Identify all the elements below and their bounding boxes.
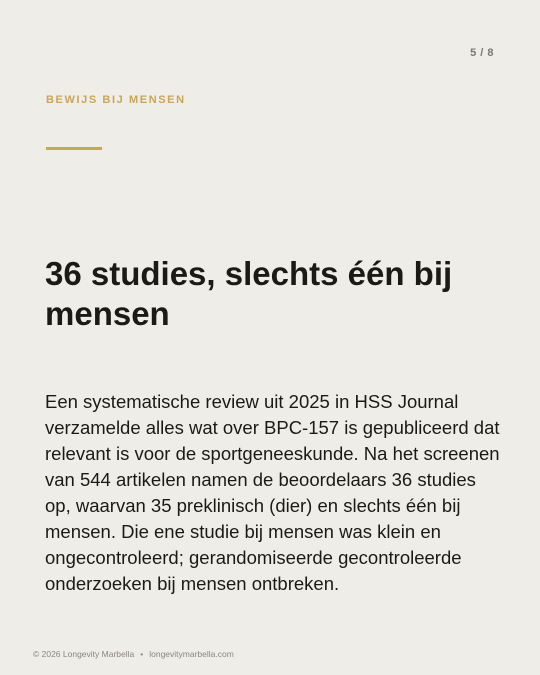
accent-rule (46, 147, 102, 150)
footer-separator: • (140, 649, 144, 659)
headline: 36 studies, slechts één bij mensen (45, 255, 453, 332)
footer-website: longevitymarbella.com (149, 649, 234, 659)
body-paragraph: Een systematische review uit 2025 in HSS Journal verzamelde alles wat over BPC-157 is gepubliceerd dat relevant is voor de sportgeneeskunde. Na het screenen van 544 artikelen namen de beoordelaars 36 studies op, waarvan 35 preklinisch (dier) en slechts één bij mensen. Die ene studie bij mensen was klein en ongecontroleerd; gerandomiseerde gecontroleerde onderzoeken bij mensen ontbreken. (45, 391, 500, 594)
page-counter: 5 / 8 (470, 47, 494, 59)
footer (33, 649, 234, 659)
footer-copyright: © 2026 Longevity Marbella (33, 649, 135, 659)
section-eyebrow: BEWIJS BIJ MENSEN (46, 94, 186, 106)
